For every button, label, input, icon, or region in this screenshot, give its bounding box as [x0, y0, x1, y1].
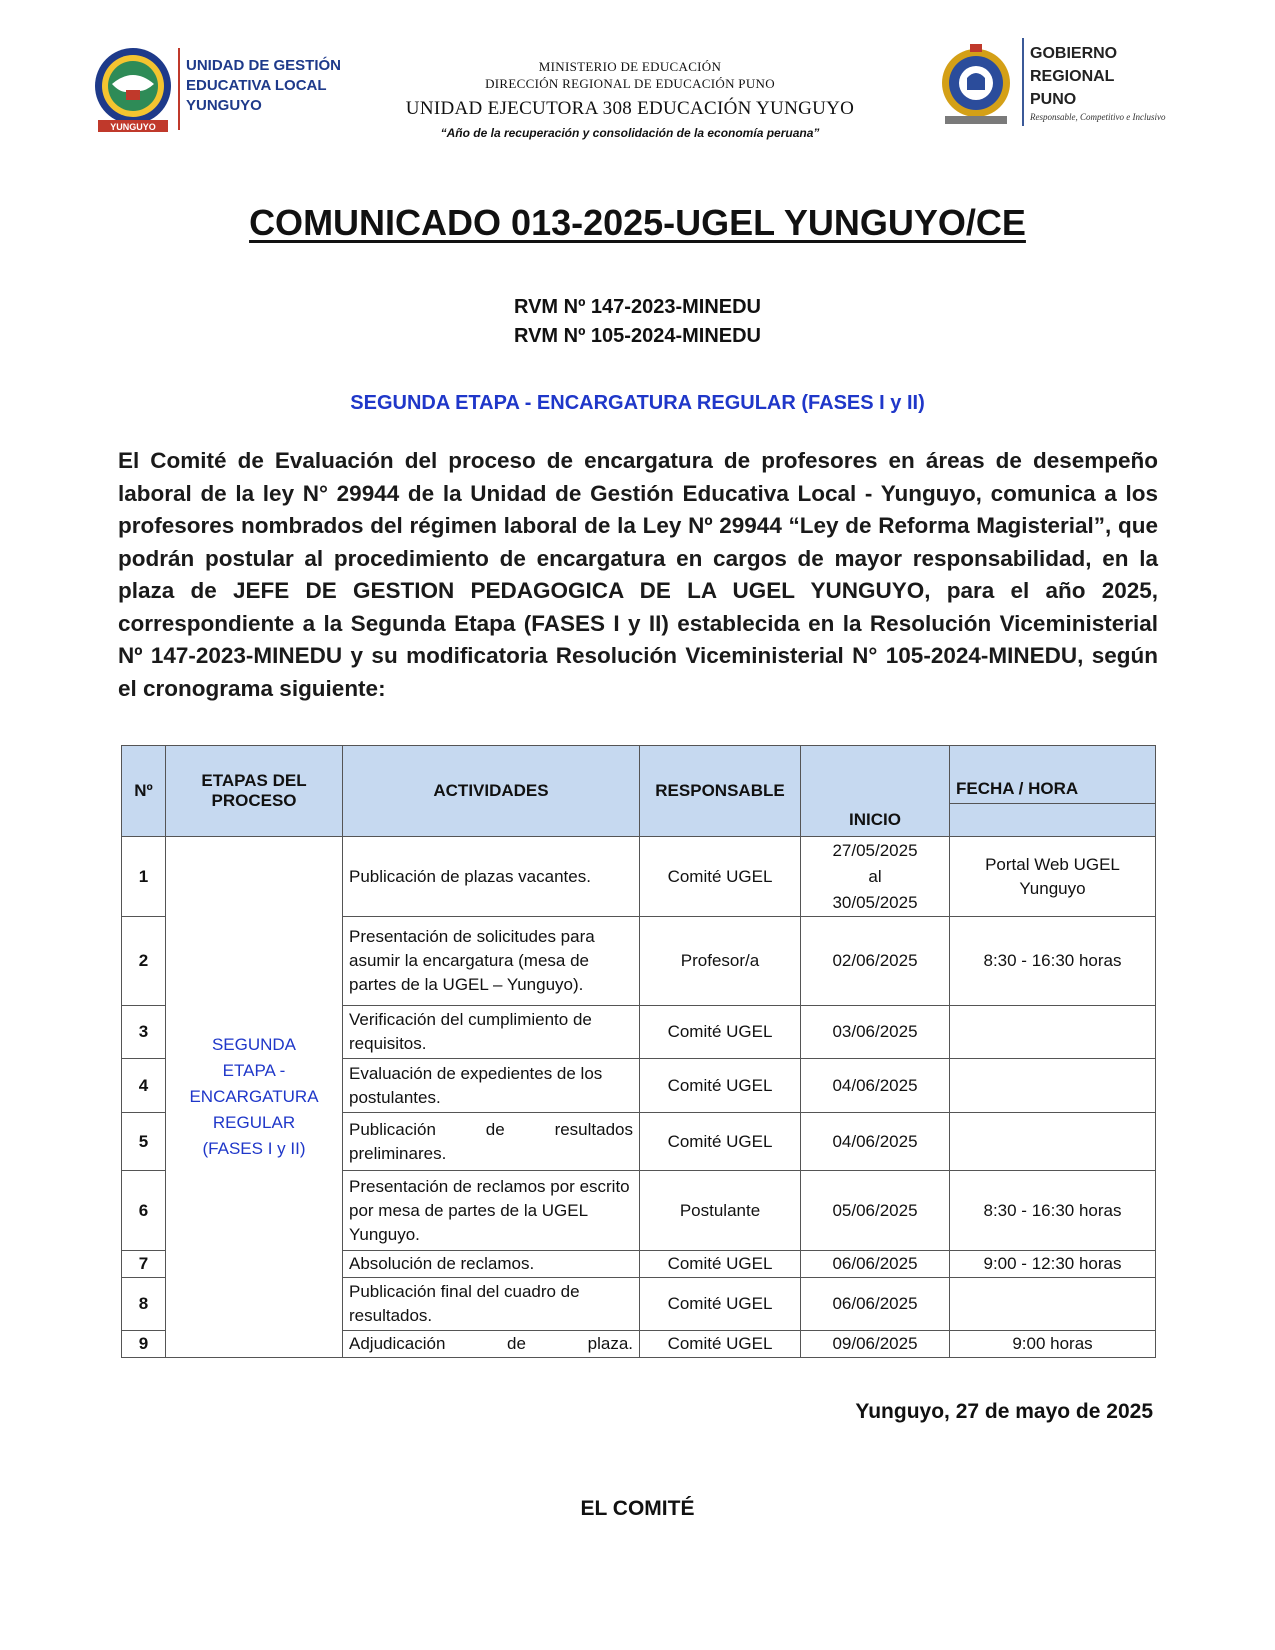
header-divider — [178, 48, 180, 130]
document-title: COMUNICADO 013-2025-UGEL YUNGUYO/CE — [249, 202, 1026, 243]
header-divider-right — [1022, 38, 1024, 126]
gobierno-tagline: Responsable, Competitivo e Inclusivo — [1030, 112, 1166, 122]
table-row: 2 Presentación de solicitudes para asumir la encargatura (mesa de partes de la UGEL – Yunguyo). Profesor/a 02/06/2025 8:30 - 16:30 horas — [122, 917, 1156, 1006]
table-row: 6 Presentación de reclamos por escrito por mesa de partes de la UGEL Yunguyo. Postulante 05/06/2025 8:30 - 16:30 horas — [122, 1171, 1156, 1251]
table-row: 1 SEGUNDA ETAPA - ENCARGATURA REGULAR (FASES I y II) Publicación de plazas vacantes. Comité UGEL 27/05/2025 al 30/05/2025 Portal Web UGEL Yunguyo — [122, 837, 1156, 917]
announcement-paragraph: El Comité de Evaluación del proceso de encargatura de profesores en áreas de desempeño laboral de la ley N° 29944 de la Unidad de Gestión Educativa Local - Yunguyo, comunica a los profesores nombrados del régimen laboral de la Ley Nº 29944 “Ley de Reforma Magisterial”, que podrán postular al procedimiento de encargatura en cargos de mayor responsabilidad, en la plaza de JEFE DE GESTION PEDAGOGICA DE LA UGEL YUNGUYO, para el año 2025, correspondiente a la Segunda Etapa (FASES I y II) establecida en la Resolución Viceministerial Nº 147-2023-MINEDU y su modificatoria Resolución Viceministerial N° 105-2024-MINEDU, según el cronograma siguiente: — [118, 448, 1158, 701]
table-row: 3 Verificación del cumplimiento de requisitos. Comité UGEL 03/06/2025 — [122, 1006, 1156, 1059]
header-date-top — [801, 746, 950, 804]
rvm-2: RVM Nº 105-2024-MINEDU — [513, 325, 761, 347]
regional-direction: DIRECCIÓN REGIONAL DE EDUCACIÓN PUNO — [485, 76, 775, 91]
stage-cell: SEGUNDA ETAPA - ENCARGATURA REGULAR (FASES I y II) — [166, 837, 343, 1358]
institution-header — [370, 58, 890, 140]
header-start: INICIO — [801, 804, 950, 837]
svg-text:YUNGUYO: YUNGUYO — [110, 122, 156, 132]
place-date: Yunguyo, 27 de mayo de 2025 — [855, 1400, 1153, 1423]
table-row: 7 Absolución de reclamos. Comité UGEL 06/06/2025 9:00 - 12:30 horas — [122, 1251, 1156, 1278]
header-num: Nº — [122, 746, 166, 837]
year-motto: “Año de la recuperación y consolidación de la economía peruana” — [440, 126, 820, 140]
table-row: 8 Publicación final del cuadro de resultados. Comité UGEL 06/06/2025 — [122, 1278, 1156, 1331]
header-time-sub — [950, 804, 1156, 837]
stage-title: SEGUNDA ETAPA - ENCARGATURA REGULAR (FASES I y II) — [350, 392, 925, 414]
table-row: 4 Evaluación de expedientes de los postulantes. Comité UGEL 04/06/2025 — [122, 1059, 1156, 1113]
rvm-1: RVM Nº 147-2023-MINEDU — [513, 296, 761, 318]
ugel-name: UNIDAD DE GESTIÓN EDUCATIVA LOCAL YUNGUYO — [186, 57, 342, 114]
executing-unit: UNIDAD EJECUTORA 308 EDUCACIÓN YUNGUYO — [405, 98, 855, 119]
header-activities: ACTIVIDADES — [343, 746, 640, 837]
header-stage: ETAPAS DEL PROCESO — [166, 746, 343, 837]
signature-committee: EL COMITÉ — [580, 1497, 695, 1520]
gobierno-regional-puno-emblem-icon — [937, 38, 1015, 128]
table-row: 5 Publicación de resultados preliminares. Comité UGEL 04/06/2025 — [122, 1113, 1156, 1171]
ministry: MINISTERIO DE EDUCACIÓN — [538, 59, 722, 74]
schedule-table — [121, 745, 1156, 1358]
header-datetime: FECHA / HORA — [950, 746, 1156, 804]
gobierno-regional-name: GOBIERNO REGIONAL PUNO — [1030, 45, 1118, 108]
table-row: 9 Adjudicación de plaza. Comité UGEL 09/06/2025 9:00 horas — [122, 1331, 1156, 1358]
ugel-yunguyo-seal-icon — [88, 44, 178, 134]
header-responsible: RESPONSABLE — [640, 746, 801, 837]
